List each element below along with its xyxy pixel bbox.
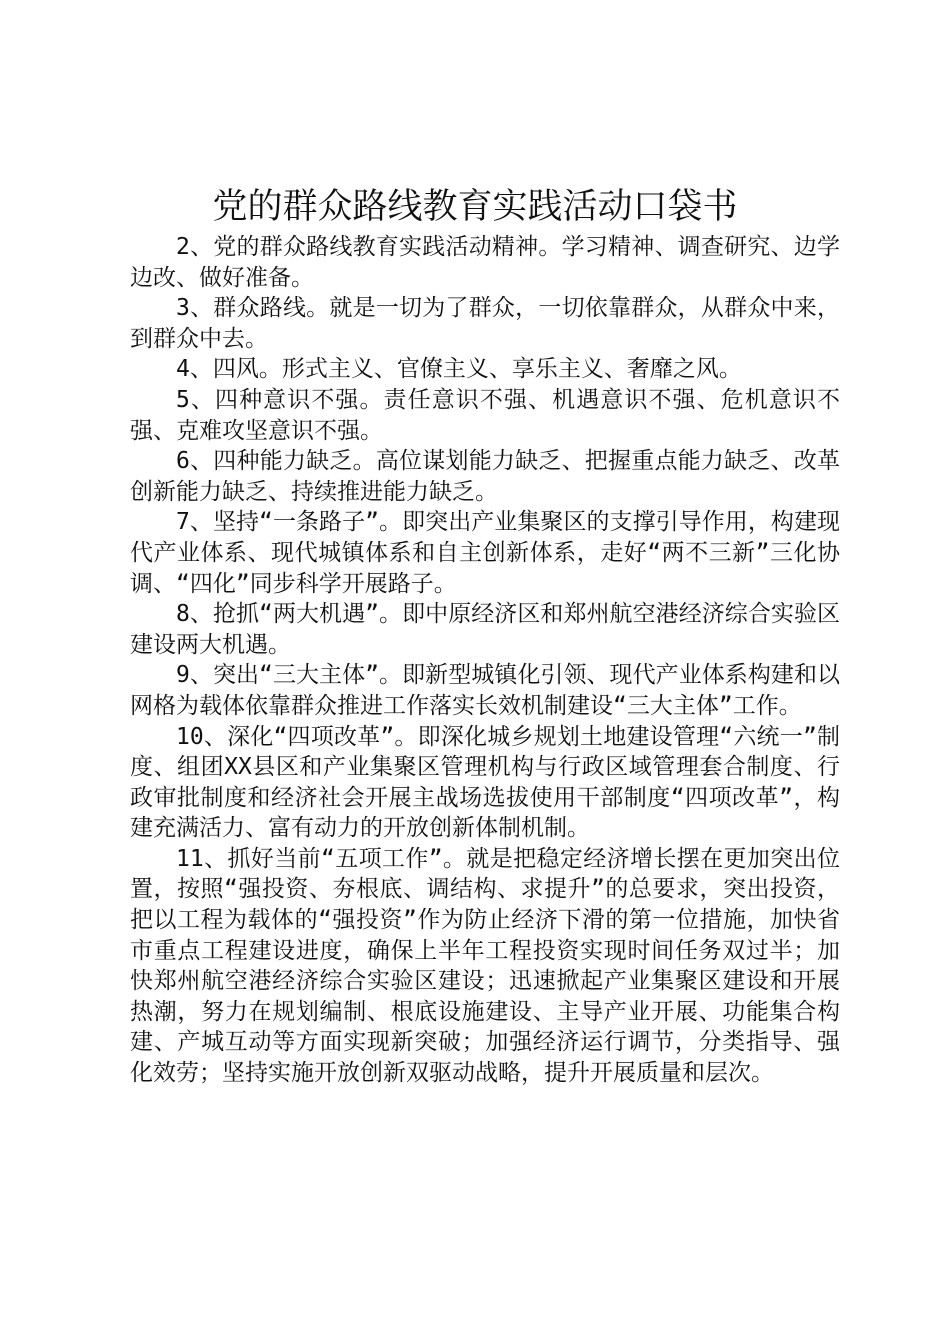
paragraph-8: 8、抢抓“两大机遇”。即中原经济区和郑州航空港经济综合实验区建设两大机遇。 xyxy=(130,601,840,658)
paragraph-2: 2、党的群众路线教育实践活动精神。学习精神、调查研究、边学边改、做好准备。 xyxy=(130,234,840,291)
paragraph-7: 7、坚持“一条路子”。即突出产业集聚区的支撑引导作用，构建现代产业体系、现代城镇体系和自主创新体系，走好“两不三新”三化协调、“四化”同步科学开展路子。 xyxy=(130,509,840,597)
paragraph-4: 4、四风。形式主义、官僚主义、享乐主义、奢靡之风。 xyxy=(176,356,742,383)
paragraph-3: 3、群众路线。就是一切为了群众，一切依靠群众，从群众中来，到群众中去。 xyxy=(130,295,840,352)
document-body xyxy=(130,232,840,1089)
paragraph-10: 10、深化“四项改革”。即深化城乡规划土地建设管理“六统一”制度、组团XX县区和产业集聚区管理机构与行政区域管理套合制度、行政审批制度和经济社会开展主战场选拔使用干部制度“四项改革”，构建充满活力、富有动力的开放创新体制机制。 xyxy=(130,723,840,842)
document-title: 党的群众路线教育实践活动口袋书 xyxy=(212,187,738,227)
paragraph-6: 6、四种能力缺乏。高位谋划能力缺乏、把握重点能力缺乏、改革创新能力缺乏、持续推进能力缺乏。 xyxy=(130,448,840,505)
paragraph-11: 11、抓好当前“五项工作”。就是把稳定经济增长摆在更加突出位置，按照“强投资、夯根底、调结构、求提升”的总要求，突出投资，把以工程为载体的“强投资”作为防止经济下滑的第一位措施，加快省市重点工程建设进度，确保上半年工程投资实现时间任务双过半；加快郑州航空港经济综合实验区建设；迅速掀起产业集聚区建设和开展热潮，努力在规划编制、根底设施建设、主导产业开展、功能集合构建、产城互动等方面实现新突破；加强经济运行调节，分类指导、强化效劳；坚持实施开放创新双驱动战略，提升开展质量和层次。 xyxy=(130,845,840,1087)
paragraph-9: 9、突出“三大主体”。即新型城镇化引领、现代产业体系构建和以网格为载体依靠群众推进工作落实长效机制建设“三大主体”工作。 xyxy=(130,662,840,719)
paragraph-5: 5、四种意识不强。责任意识不强、机遇意识不强、危机意识不强、克难攻坚意识不强。 xyxy=(130,386,840,444)
